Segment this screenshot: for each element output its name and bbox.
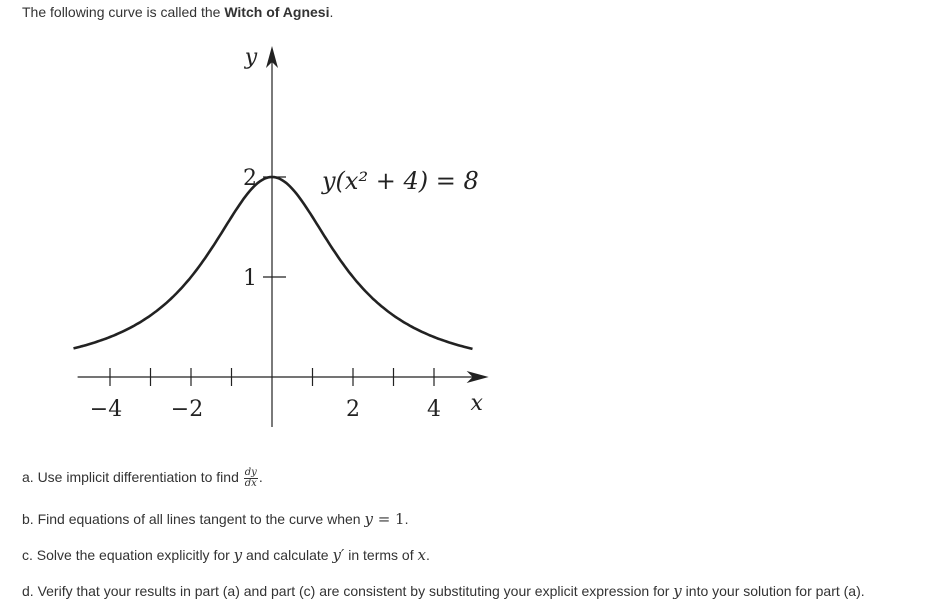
- tick-labels: [90, 45, 484, 422]
- y-axis-label: y: [244, 45, 258, 70]
- question-d-text1: d. Verify that your results in part (a) and part (c) are consistent by substituting your explicit expression for: [22, 583, 674, 599]
- intro-prefix: The following curve is called the: [22, 4, 225, 20]
- question-c-text1: c. Solve the equation explicitly for: [22, 547, 234, 563]
- question-a-end: .: [258, 469, 263, 486]
- question-b-end: .: [404, 511, 409, 527]
- y-tick-label: 1: [243, 266, 257, 291]
- axes: [78, 46, 489, 427]
- x-tick-label: −4: [89, 397, 123, 422]
- math-y-prime: y′: [332, 546, 345, 564]
- x-tick-label: 4: [427, 397, 441, 422]
- x-axis-label: x: [470, 391, 483, 416]
- math-y: y: [673, 582, 682, 600]
- math-y: y: [364, 510, 373, 528]
- equation-label: y(x² + 4) = 8: [322, 167, 479, 195]
- curve-name: Witch of Agnesi: [224, 4, 330, 20]
- curve-line: [74, 177, 473, 349]
- question-b-text: b. Find equations of all lines tangent to the curve when: [22, 511, 365, 527]
- question-a: [22, 468, 263, 489]
- x-tick-label: 2: [346, 397, 360, 422]
- math-eq: = 1: [372, 510, 405, 528]
- math-x: x: [417, 546, 426, 564]
- question-c: [22, 546, 430, 564]
- x-tick-label: −2: [170, 397, 204, 422]
- math-y: y: [233, 546, 243, 564]
- fraction-denominator: dx: [244, 478, 257, 489]
- fraction-numerator: dy: [244, 467, 257, 478]
- question-b: [22, 510, 408, 528]
- question-c-text3: in terms of: [344, 547, 418, 563]
- intro-suffix: .: [329, 4, 334, 20]
- y-tick-label: 2: [243, 166, 257, 191]
- question-c-text2: and calculate: [242, 547, 333, 563]
- question-d: [22, 582, 865, 600]
- question-d-text2: into your solution for part (a).: [681, 583, 865, 599]
- question-c-end: .: [425, 547, 430, 563]
- dy-dx-fraction: [244, 468, 258, 489]
- question-a-text: a. Use implicit differentiation to find: [22, 469, 243, 486]
